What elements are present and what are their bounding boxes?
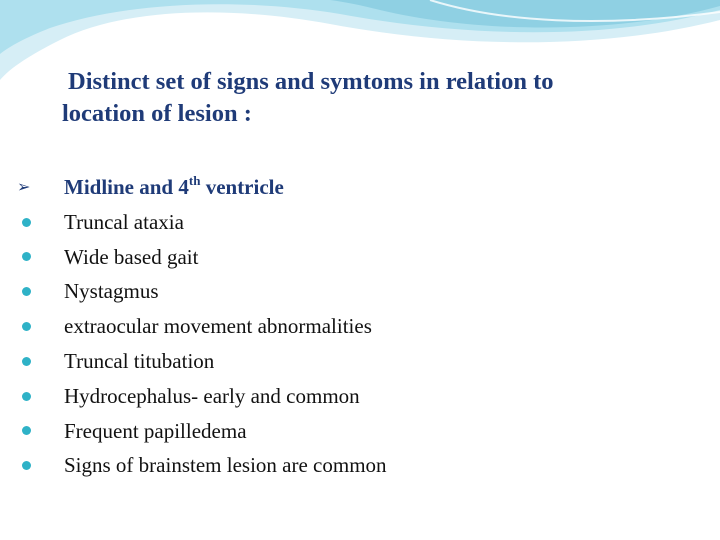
bullet-dot-icon: [18, 274, 64, 309]
bullet-dot-icon: [18, 205, 64, 240]
list-item: [18, 448, 387, 483]
list-item-text: Frequent papilledema: [64, 418, 247, 443]
bullet-dot-icon: [18, 448, 64, 483]
list-item: [18, 240, 387, 275]
list-item-text: Truncal ataxia: [64, 209, 184, 234]
bullet-dot-icon: [18, 309, 64, 344]
list-item-text: Signs of brainstem lesion are common: [64, 453, 387, 478]
bullet-dot-icon: [18, 414, 64, 449]
list-item-text: Hydrocephalus- early and common: [64, 383, 360, 408]
heading-text-before: Midline and 4: [64, 175, 189, 199]
list-item-text: Wide based gait: [64, 244, 199, 269]
heading-superscript: th: [188, 173, 201, 188]
arrow-right-icon: ➢: [17, 177, 31, 196]
heading-item-midline: [18, 170, 387, 205]
heading-text-after: ventricle: [200, 175, 284, 199]
list-item: [18, 205, 387, 240]
list-item: [18, 344, 387, 379]
list-item-text: Nystagmus: [64, 279, 159, 304]
list-item: [18, 379, 387, 414]
slide-title: [62, 66, 682, 130]
bullet-dot-icon: [18, 344, 64, 379]
list-item: [18, 414, 387, 449]
title-line-1: Distinct set of signs and symtoms in relation to: [68, 68, 554, 95]
list-item: [18, 309, 387, 344]
bullet-dot-icon: [18, 240, 64, 275]
bullet-dot-icon: [18, 379, 64, 414]
list-item-text: extraocular movement abnormalities: [64, 314, 372, 339]
list-item: [18, 274, 387, 309]
title-line-2: location of lesion :: [62, 100, 252, 127]
list-item-text: Truncal titubation: [64, 348, 215, 373]
signs-list: [18, 170, 387, 483]
